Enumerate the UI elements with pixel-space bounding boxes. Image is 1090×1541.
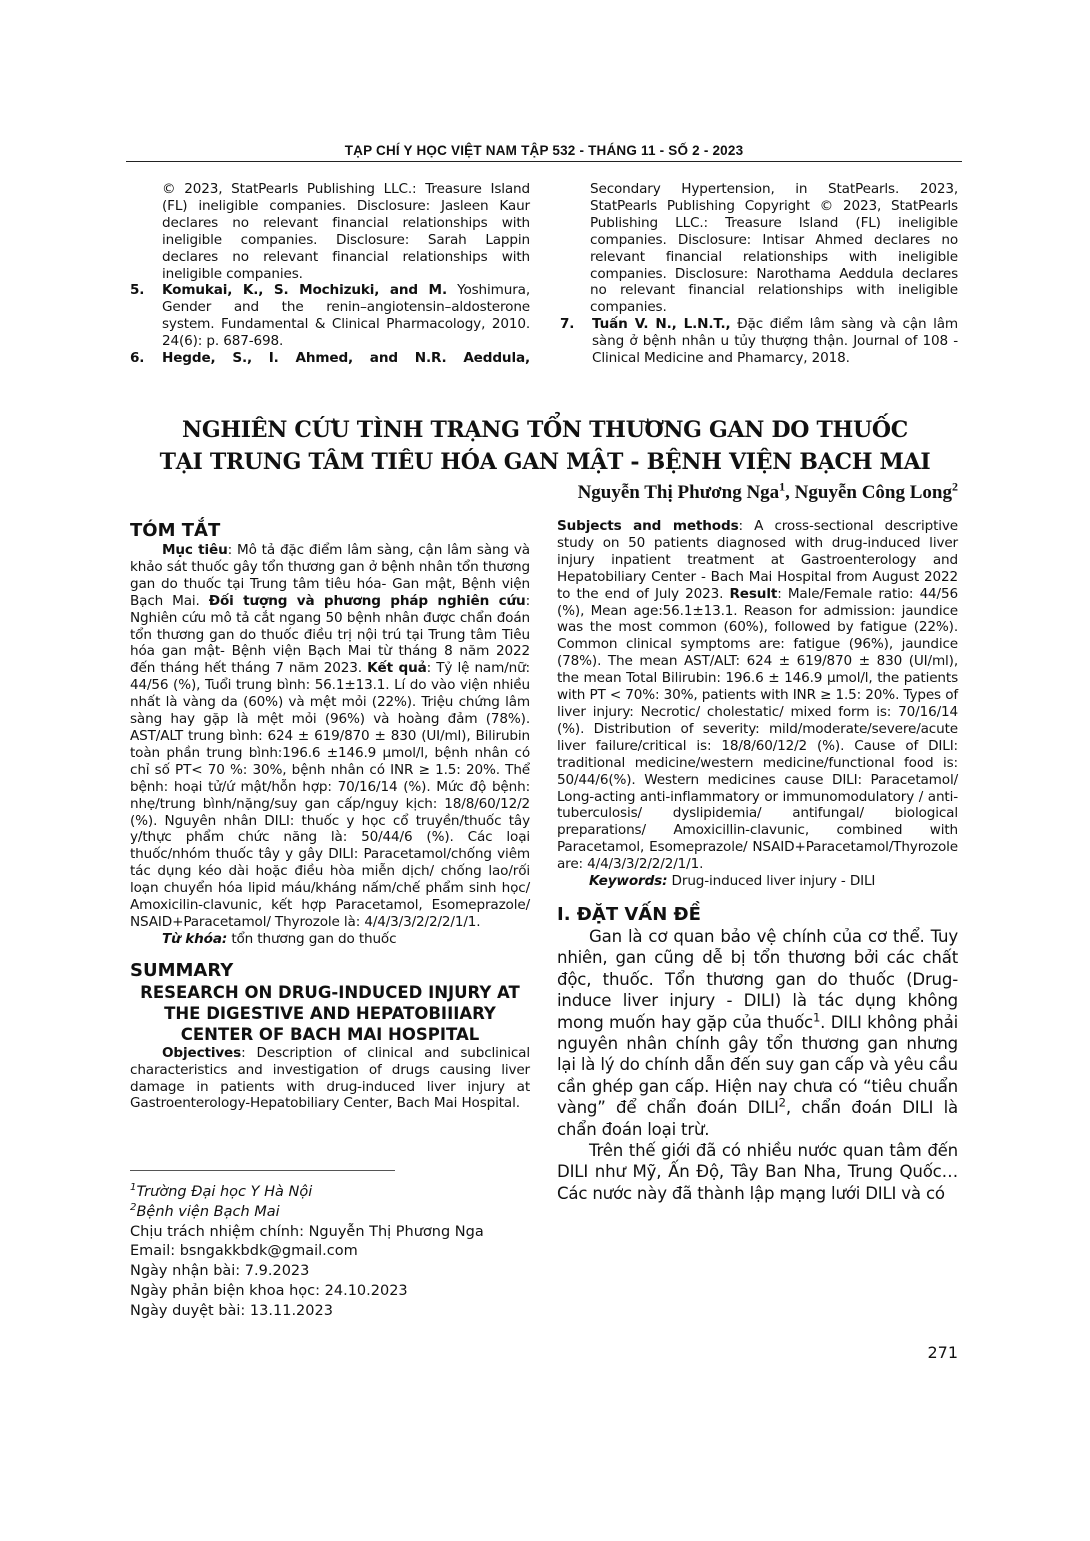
abstract-text: : Nghiên cứu mô tả cắt ngang 50 bệnh nhân được chẩn đoán tổn thương gan do thuốc điều trị nội trú tại Trung tâm Tiêu hóa gan mật- Bệnh viện Bạch Mai từ tháng 8 năm 2022 đến tháng hết tháng 7 năm 2023. [130, 592, 530, 677]
summary-text: : A cross-sectional descriptive study on 50 patients diagnosed with drug-induced liver injury inpatient treatment at Gastroenterology and Hepatobiliary Center - Bach Mai Hospital from August 2022 to the end of July 2023. [557, 518, 959, 602]
summary-text-continued [557, 518, 958, 873]
reference-number: 7. [560, 316, 575, 333]
summary-text: : Male/Female ratio: 44/56 (%), Mean age:56.1±13.1. Reason for admission: jaundice was the most common (60%), followed by fatigue (22%). Common clinical symptoms are: fatigue (96%), jaundice (78%). The mean AST/ALT: 624 ± 619/870 ± 830 (UI/ml), the mean Total Bilirubin: 196.6 ± 146.9 µmol/l, the patients with PT < 70%: 30%, patients with INR ≥ 1.5: 20%. Types of liver injury: Necrotic/ cholestatic/ mixed form is: 70/16/14 (%). Distribution of severity: mild/moderate/severe/acute liver failure/critical is: 18/8/60/12/2 (%). Cause of DILI: traditional medicine/western medicine/functional food is: 50/44/6(%). Western medicines cause DILI: Paracetamol/ Long-acting anti-inflammatory or immunomodulatory / anti-tuberculosis/ dyslipidemia/ antifungal/ biological preparations/ Amoxicillin-clavunic, combined with Paracetamol, Esomeprazole/ NSAID+Paracetamol/Thyrozole are: 4/4/3/3/2/2/2/1/1. [557, 585, 958, 873]
reference-item [130, 282, 530, 350]
reference-number: 5. [130, 282, 145, 299]
author-list [577, 479, 958, 504]
right-column [557, 518, 958, 1204]
affiliation-2 [130, 1203, 484, 1223]
reference-item [560, 316, 958, 367]
reference-authors: Komukai, K., S. Mochizuki, and M. [162, 282, 447, 299]
abstract-label: Kết quả [367, 660, 427, 677]
abstract-text: : Tỷ lệ nam/nữ: 44/56 (%), Tuổi trung bình: 56.1±13.1. Lí do vào viện nhiều nhất là vàng da (60%) và mệt mỏi (22%). Triệu chứng lâm sàng hay gặp là mệt mỏi (96%) và hoàng đảm (78%). AST/ALT trung bình: 624 ± 619/870 ± 830 (UI/ml), Bilirubin toàn phần trung bình:196.6 ±146.9 µmol/l, bệnh nhân có chỉ số PT< 70 %: 30%, bệnh nhân có INR ≥ 1.5: 20%. Thể bệnh: hoại tử/ứ mật/hỗn hợp: 70/16/14 (%). Mức độ bệnh: nhẹ/trung bình/nặng/suy gan cấp/nguy kịch: 18/8/60/12/2 (%). Nguyên nhân DILI: thuốc y học cổ truyền/thuốc tây y/thực phẩm chức năng là: 50/44/6 (%). Các loại thuốc/nhóm thuốc tây y gây DILI: Paracetamol/chống viêm tác dụng kéo dài hoặc điều hòa miễn dịch/ chống lao/rối loạn chuyển hóa lipid máu/kháng nấm/chế phẩm sinh học/ Amoxicilin-clavunic, kết hợp Paracetamol, Esomeprazole/ NSAID+Paracetamol/ Thyrozole là: 4/4/3/3/2/2/2/1/1. [130, 660, 530, 930]
section-paragraph [557, 926, 958, 1140]
summary-text-start [130, 1044, 530, 1112]
summary-text: : Description of clinical and subclinical characteristics and investigation of drugs causing liver damage in patients with drug-induced liver injury at Gastroenterology-Hepatobiliary Center, Bach Mai Hospital. [130, 1044, 530, 1112]
keywords-label: Keywords: [589, 873, 668, 890]
affiliation-mark: 2 [952, 479, 958, 494]
abstract-label: Mục tiêu [162, 542, 228, 558]
left-column [130, 520, 530, 1112]
citation-mark: 1 [812, 1010, 821, 1025]
email: Email: bsngakkbdk@gmail.com [130, 1243, 358, 1260]
abstract-label: Đối tượng và phương pháp nghiên cứu [208, 592, 526, 609]
affiliation-text: Trường Đại học Y Hà Nội [136, 1184, 313, 1200]
citation-mark: 2 [778, 1095, 786, 1110]
header-divider [126, 161, 962, 162]
date-reviewed: Ngày phản biện khoa học: 24.10.2023 [130, 1282, 408, 1299]
affiliation-text: Bệnh viện Bạch Mai [136, 1203, 280, 1220]
title-line: NGHIÊN CỨU TÌNH TRẠNG TỔN THƯƠNG GAN DO THUỐC [182, 417, 908, 443]
running-header: TẠP CHÍ Y HỌC VIỆT NAM TẬP 532 - THÁNG 11 - SỐ 2 - 2023 [344, 143, 744, 158]
article-title [120, 414, 970, 478]
paragraph-text: , chẩn đoán DILI là chẩn đoán loại trừ. [557, 1098, 958, 1139]
author-name: Nguyễn Thị Phương Nga [577, 482, 780, 503]
summary-title: RESEARCH ON DRUG-INDUCED INJURY AT THE DIGESTIVE AND HEPATOBIIIARY CENTER OF BACH MAI HOSPITAL [140, 982, 520, 1044]
paragraph-text: . DILI không phải nguyên nhân chính gây tổn thương gan nhưng lại là lý do chính dẫn đến suy gan cấp và yêu cầu cần ghép gan cấp. Hiện nay chưa có “tiêu chuẩn vàng” để chẩn đoán DILI [557, 1012, 958, 1118]
paragraph-text: Gan là cơ quan bảo vệ chính của cơ thể. Tuy nhiên, gan cũng dễ bị tổn thương bởi các chất độc, thuốc. Tổn thương gan do thuốc (Drug-induce liver injury - DILI) là tác dụng không mong muốn hay gặp của thuốc [557, 926, 958, 1032]
summary-label: Objectives [162, 1044, 242, 1061]
section-heading: I. ĐẶT VẤN ĐỀ [557, 903, 701, 925]
keywords-text: tổn thương gan do thuốc [227, 930, 397, 947]
affiliation-mark: 2 [130, 1201, 137, 1213]
affiliation-1 [130, 1183, 484, 1203]
reference-authors: Tuấn V. N., L.N.T., [592, 316, 731, 333]
reference-number: 6. [130, 350, 145, 367]
abstract-vi-heading: TÓM TẮT [130, 520, 221, 541]
reference-text-continued: Secondary Hypertension, in StatPearls. 2023, StatPearls Publishing Copyright © 2023, StatPearls Publishing LLC.: Treasure Island (FL) ineligible companies. Disclosure: Intisar Ahmed declares no relevant financial relationships with ineligible companies. Disclosure: Narothama Aeddula declares no relevant financial relationships with ineligible companies. [590, 181, 958, 316]
date-received: Ngày nhận bài: 7.9.2023 [130, 1263, 310, 1280]
keywords-en [557, 873, 958, 890]
abstract-text: : Mô tả đặc điểm lâm sàng, cận lâm sàng và khảo sát thuốc gây tổn thương gan ở bệnh nhân tổn thương gan do thuốc tại Trung tâm tiêu hóa- Gan mật, Bệnh viện Bạch Mai. [130, 542, 530, 609]
reference-continuation: © 2023, StatPearls Publishing LLC.: Treasure Island (FL) ineligible companies. Disclosure: Jasleen Kaur declares no relevant financial relationships with ineligible companies. Disclosure: Sarah Lappin declares no relevant financial relationships with ineligible companies. [162, 181, 530, 282]
author-separator: , [785, 482, 795, 503]
keywords-text: Drug-induced liver injury - DILI [667, 873, 876, 890]
footnotes [130, 1183, 484, 1322]
section-paragraph: Trên thế giới đã có nhiều nước quan tâm đến DILI như Mỹ, Ấn Độ, Tây Ban Nha, Trung Quốc… Các nước này đã thành lập mạng lưới DILI và có [557, 1141, 958, 1203]
reference-item [130, 350, 530, 367]
summary-heading: SUMMARY [130, 959, 234, 981]
affiliation-mark: 1 [130, 1182, 137, 1194]
reference-text: Yoshimura, Gender and the renin–angiotensin–aldosterone system. Fundamental & Clinical Pharmacology, 2010. 24(6): p. 687-698. [162, 282, 530, 350]
author-name: Nguyễn Công Long [794, 482, 952, 503]
references-right-column [560, 181, 958, 367]
references-left-column [130, 181, 530, 367]
summary-label: Subjects and methods [557, 518, 739, 534]
footnote-divider [130, 1170, 395, 1171]
reference-text: Đặc điểm lâm sàng và cận lâm sàng ở bệnh nhân u tủy thượng thận. Journal of 108 - Clinical Medicine and Phamarcy, 2018. [592, 316, 958, 367]
date-accepted: Ngày duyệt bài: 13.11.2023 [130, 1302, 333, 1319]
affiliation-mark: 1 [779, 479, 786, 494]
summary-label: Result [729, 585, 778, 602]
keywords-label: Từ khóa: [162, 930, 228, 947]
title-line: TẠI TRUNG TÂM TIÊU HÓA GAN MẬT - BỆNH VIỆN BẠCH MAI [159, 449, 931, 475]
abstract-vi-text [130, 542, 530, 931]
keywords-vi [130, 931, 530, 948]
corresponding-author: Chịu trách nhiệm chính: Nguyễn Thị Phương Nga [130, 1223, 484, 1240]
page-number: 271 [927, 1343, 958, 1362]
reference-authors: Hegde, S., I. Ahmed, and N.R. Aeddula, [162, 350, 530, 367]
